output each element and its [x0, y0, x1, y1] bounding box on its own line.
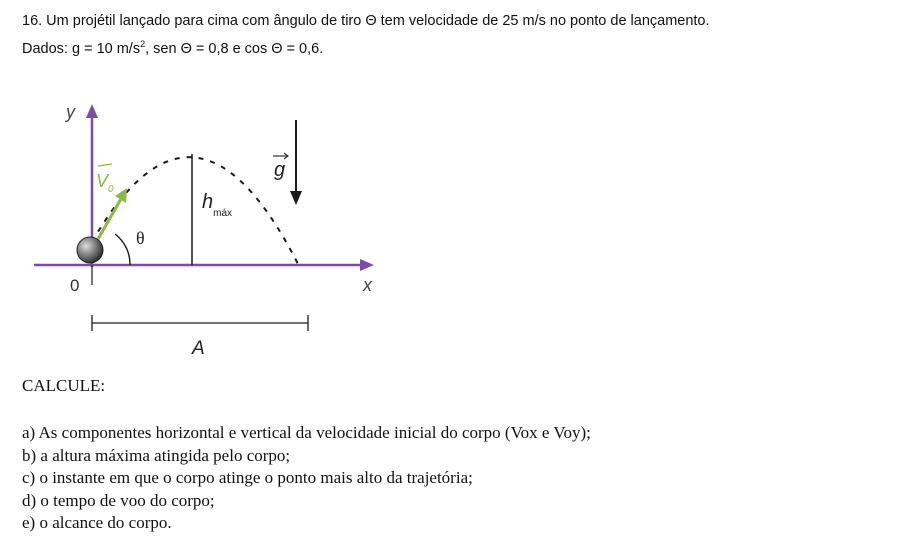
velocity-letter: V — [96, 171, 109, 191]
question-header — [22, 10, 902, 61]
projectile-ball — [77, 237, 103, 263]
projectile-diagram — [30, 92, 410, 364]
height-letter: h — [202, 191, 214, 213]
origin-label: 0 — [70, 276, 80, 295]
given-g: g = 10 m/s — [71, 40, 141, 57]
velocity-subscript: 0 — [108, 184, 114, 195]
gravity-label: g — [274, 159, 286, 181]
velocity-label-arrow — [98, 164, 112, 166]
angle-label: θ — [136, 228, 145, 248]
gravity-arrow-head — [290, 191, 302, 205]
given-label: Dados: — [22, 40, 72, 57]
given-trig: , sen Θ = 0,8 e cos Θ = 0,6. — [145, 40, 324, 57]
list-item: a) As componentes horizontal e vertical da velocidade inicial do corpo (Vox e Voy); — [22, 423, 591, 442]
velocity-label — [96, 171, 114, 195]
question-statement: 16. Um projétil lançado para cima com ângulo de tiro Θ tem velocidade de 25 m/s no ponto de lançamento. — [22, 13, 710, 29]
list-item: e) o alcance do corpo. — [22, 513, 172, 532]
given-data — [22, 33, 902, 61]
questions-list — [22, 422, 591, 535]
x-axis-arrow — [360, 259, 374, 271]
trajectory-path — [92, 157, 298, 264]
height-label — [202, 191, 232, 219]
list-item: d) o tempo de voo do corpo; — [22, 490, 215, 510]
range-label: A — [192, 338, 205, 359]
height-subscript: máx — [213, 208, 233, 219]
list-item: b) a altura máxima atingida pelo corpo; — [22, 445, 291, 465]
list-item: c) o instante em que o corpo atinge o ponto mais alto da trajetória; — [22, 468, 473, 487]
velocity-vector — [94, 199, 121, 246]
y-axis-arrow — [86, 104, 98, 118]
angle-arc — [115, 234, 130, 265]
y-axis-label: y — [66, 102, 75, 122]
given-g-exponent: 2 — [140, 39, 146, 49]
x-axis-label: x — [363, 275, 372, 295]
calculate-heading: CALCULE: — [22, 376, 106, 395]
